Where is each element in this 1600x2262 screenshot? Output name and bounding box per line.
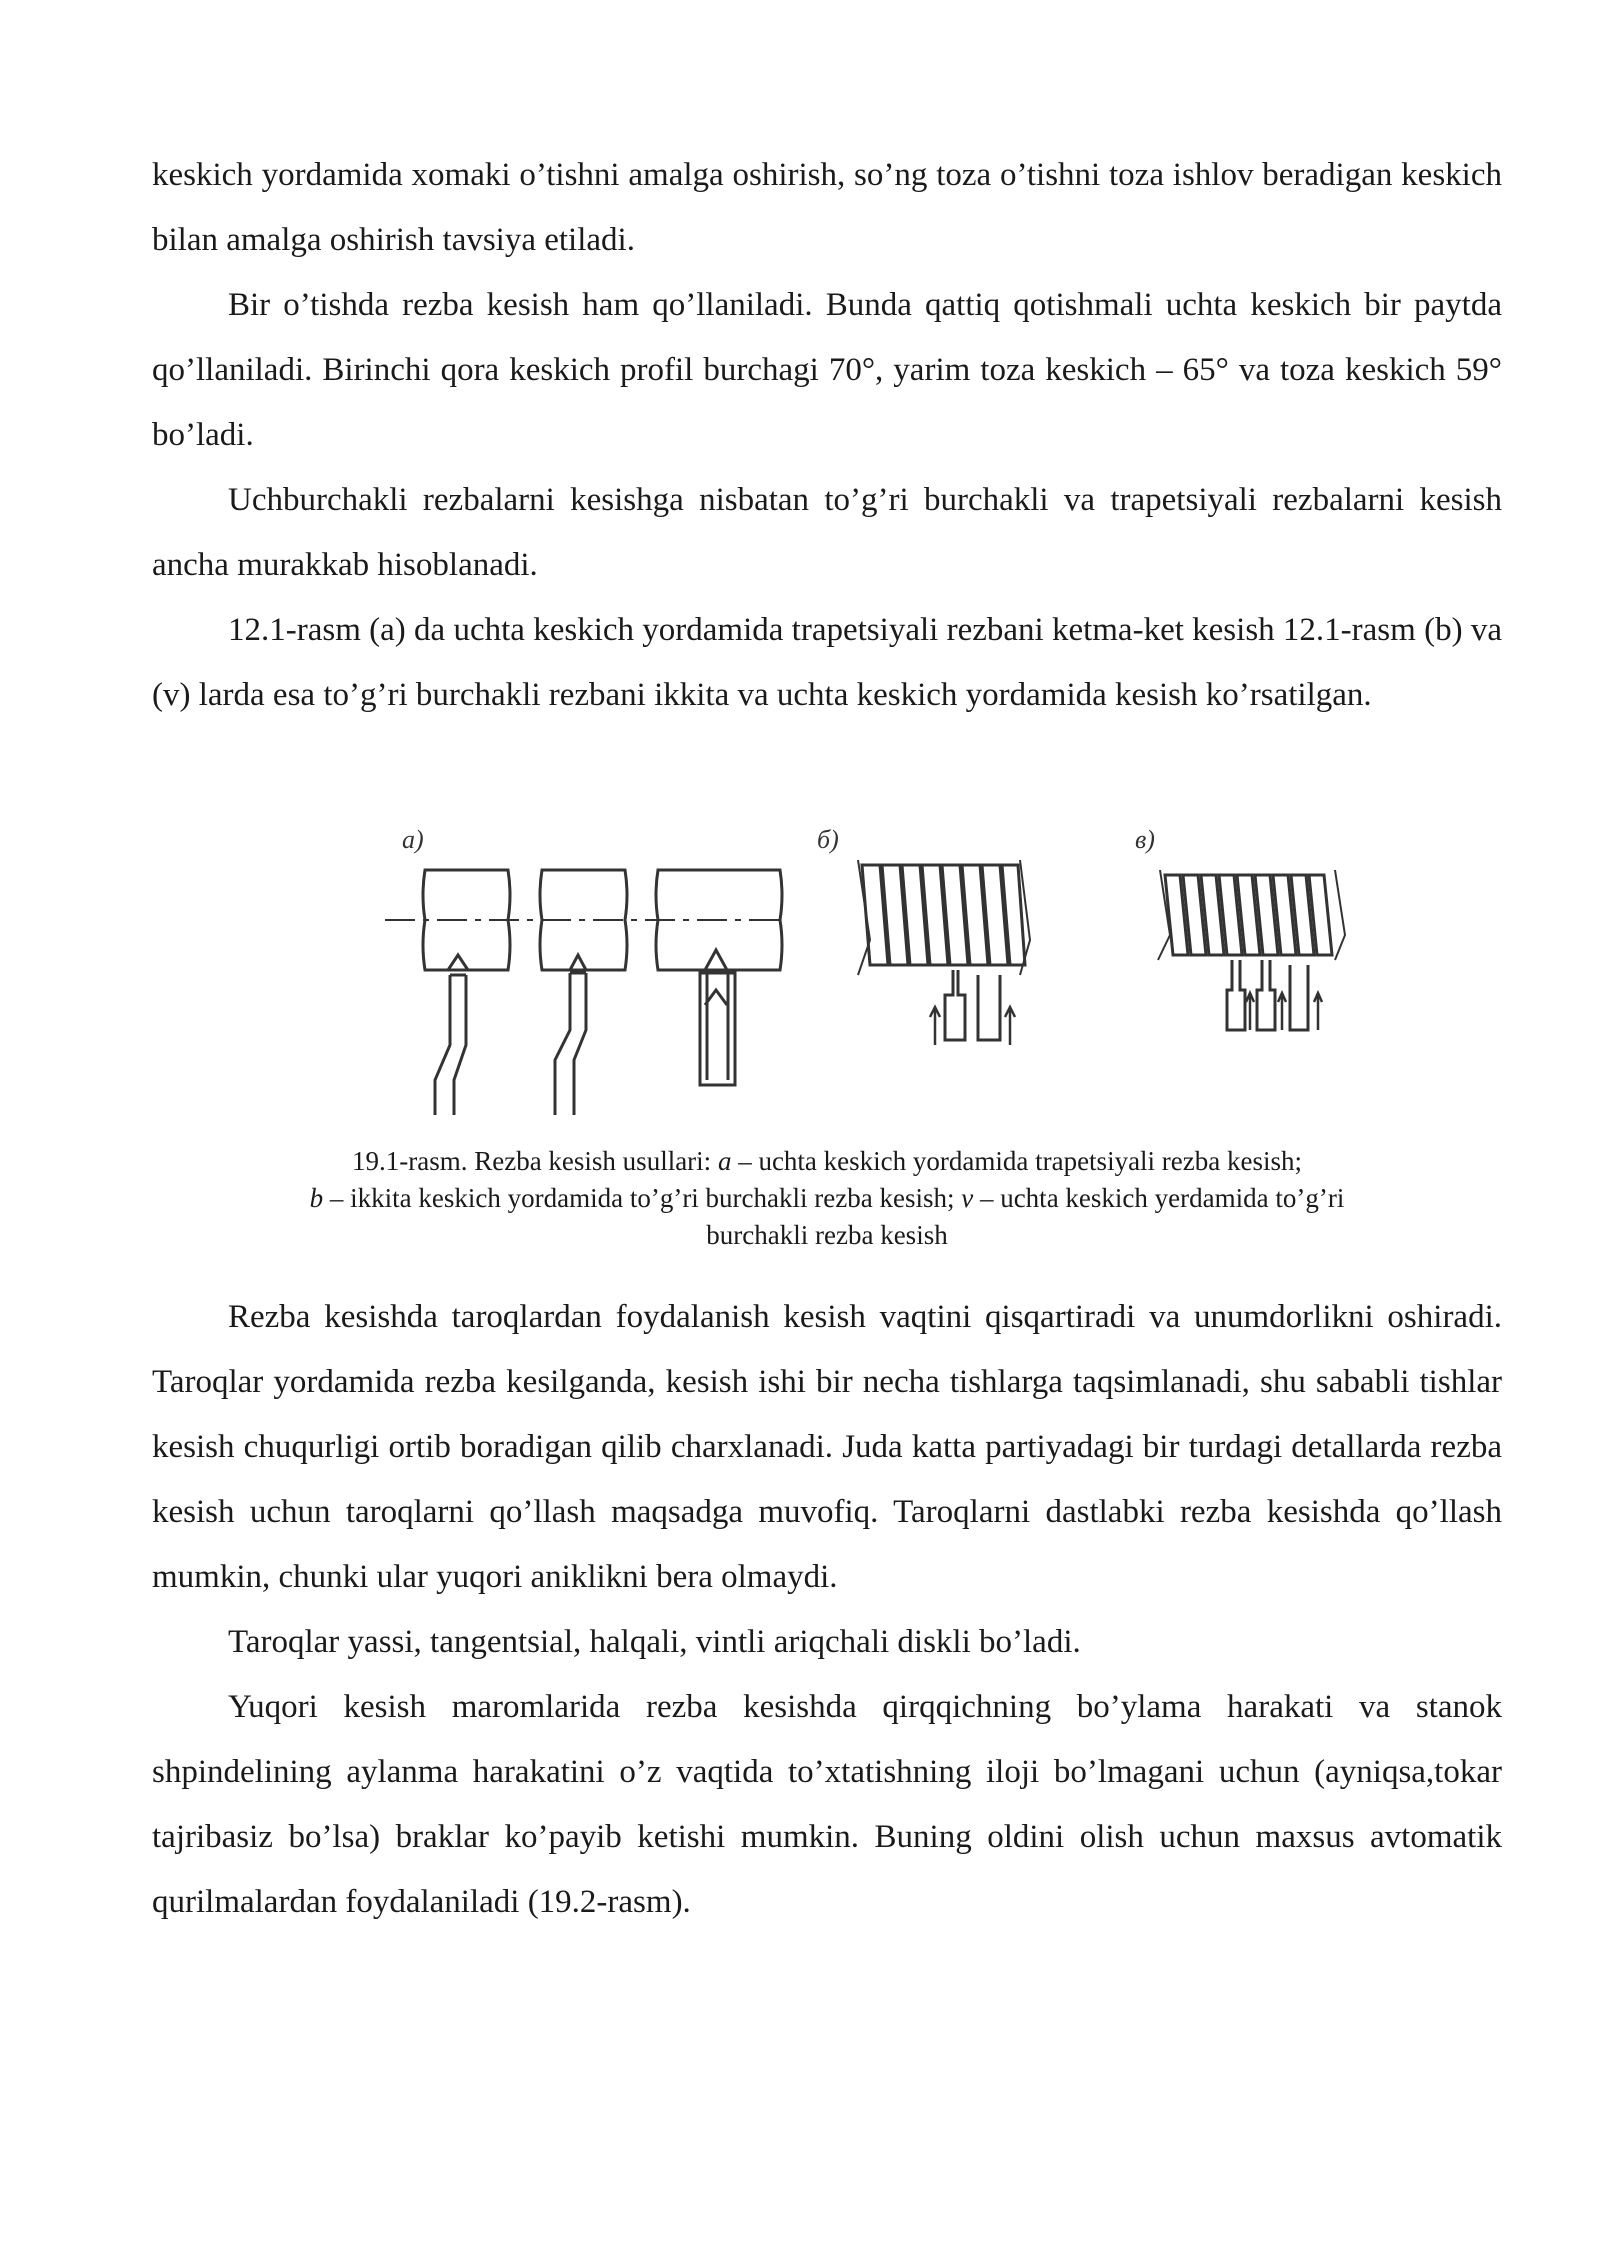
caption-line-3: burchakli rezba kesish [706,1220,948,1250]
panel-b-label: б) [817,825,839,854]
body-text-bottom [152,1285,1502,1935]
paragraph: Yuqori kesish maromlarida rezba kesishda qirqqichning bo’ylama harakati va stanok shpindelining aylanma harakatini o’z vaqtida to’xtatishning iloji bo’lmagani uchun (ayniqsa,tokar tajribasiz bo’lsa) braklar ko’payib ketishi mumkin. Buning oldini olish uchun maxsus avtomatik qurilmalardan foydalaniladi (19.2-rasm). [152,1689,1502,1920]
paragraph: 12.1-rasm (a) da uchta keskich yordamida trapetsiyali rezbani ketma-ket kesish 12.1-rasm (b) va (v) larda esa to’g’ri burchakli rezbani ikkita va uchta keskich yordamida kesish ko’rsatilgan. [152,612,1502,713]
caption-line-2 [152,1180,1502,1217]
paragraph: Bir o’tishda rezba kesish ham qo’llaniladi. Bunda qattiq qotishmali uchta keskich bir paytda qo’llaniladi. Birinchi qora keskich profil burchagi 70°, yarim toza keskich – 65° va toza keskich 59° bo’ladi. [152,287,1502,453]
panel-a-trapezoidal-three-tools [385,825,782,1115]
paragraph: Uchburchakli rezbalarni kesishga nisbatan to’g’ri burchakli va trapetsiyali rezbalarni kesish ancha murakkab hisoblanadi. [152,482,1502,583]
panel-a-label: а) [402,825,424,854]
caption-line-1 [152,1143,1502,1180]
figure-caption [152,1143,1502,1254]
caption-text: – ikkita keskich yordamida to’g’ri burchakli rezba kesish; [323,1183,962,1213]
panel-v-label: в) [1135,825,1155,854]
paragraph: keskich yordamida xomaki o’tishni amalga oshirish, so’ng toza o’tishni toza ishlov beradigan keskich bilan amalga oshirish tavsiya etiladi. [152,157,1502,258]
panel-b-rectangular-two-tools [817,825,1030,1045]
paragraph: Taroqlar yassi, tangentsial, halqali, vintli ariqchali diskli bo’ladi. [228,1624,1081,1660]
thread-cutting-figure [380,815,1350,1115]
caption-text: – uchta keskich yerdamida to’g’ri [973,1183,1345,1213]
thread-cutting-illustration [380,815,1350,1115]
caption-text: – uchta keskich yordamida trapetsiyali rezba kesish; [731,1146,1302,1176]
caption-letter-a: a [717,1146,732,1176]
body-text-top [152,143,1502,728]
caption-letter-v: v [961,1183,974,1213]
caption-prefix: 19.1-rasm. Rezba kesish usullari: [352,1146,718,1176]
caption-letter-b: b [309,1183,324,1213]
panel-v-rectangular-three-tools [1135,825,1345,1030]
paragraph: Rezba kesishda taroqlardan foydalanish kesish vaqtini qisqartiradi va unumdorlikni oshiradi. Taroqlar yordamida rezba kesilganda, kesish ishi bir necha tishlarga taqsimlanadi, shu sababli tishlar kesish chuqurligi ortib boradigan qilib charxlanadi. Juda katta partiyadagi bir turdagi detallarda rezba kesish uchun taroqlarni qo’llash maqsadga muvofiq. Taroqlarni dastlabki rezba kesishda qo’llash mumkin, chunki ular yuqori aniklikni bera olmaydi. [152,1299,1502,1595]
